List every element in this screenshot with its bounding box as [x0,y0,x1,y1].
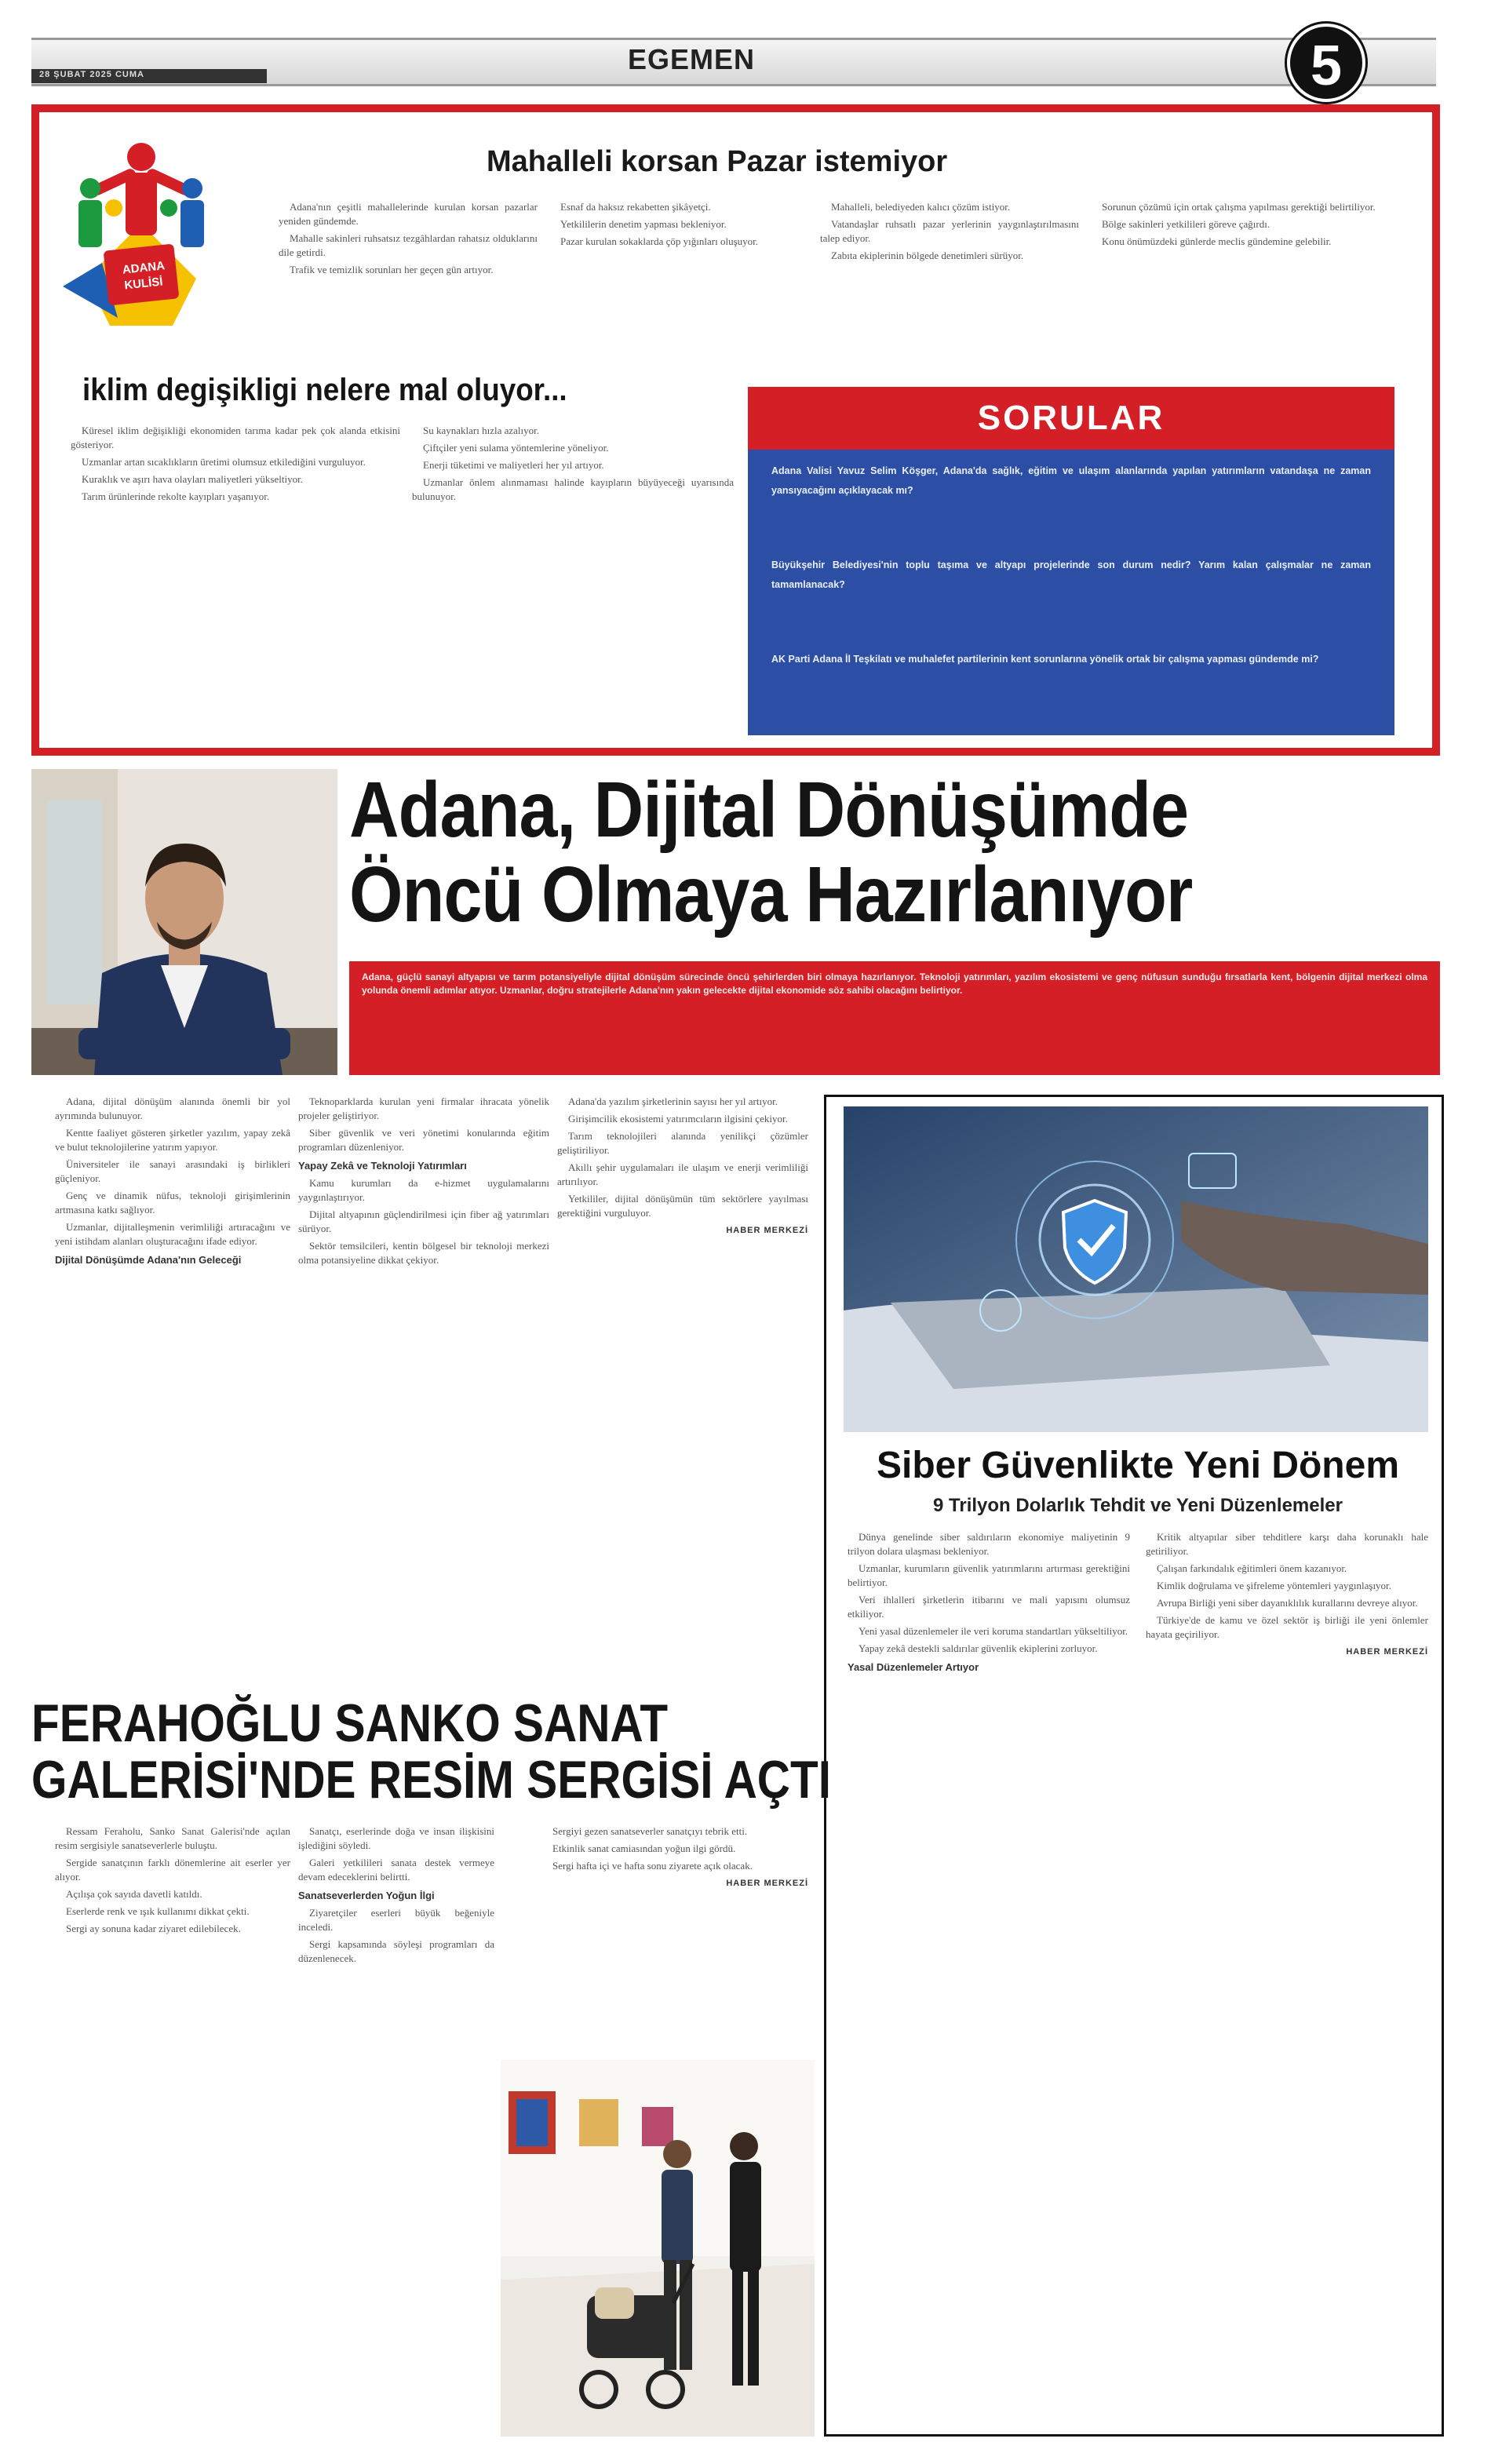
page-number: 5 [1287,24,1365,102]
logo-text-kulisi: KULİSİ [123,275,164,293]
gallery-col-3 [541,1824,808,1890]
paragraph: Türkiye'de de kamu ve özel sektör iş birliği ile yeni önlemler hayata geçiriliyor. [1146,1614,1428,1640]
shield-laptop-icon [844,1106,1428,1432]
main-subhead-1: Dijital Dönüşümde Adana'nın Geleceği [55,1254,242,1266]
siber-subtitle: 9 Trilyon Dolarlık Tehdit ve Yeni Düzenlemeler [933,1495,1343,1516]
paragraph: Yapay zekâ destekli saldırılar güvenlik ekiplerini zorluyor. [859,1642,1098,1654]
logo-text-adana: ADANA [122,259,166,277]
paragraph: Üniversiteler ile sanayi arasındaki iş birlikleri güçleniyor. [55,1158,290,1184]
sorular-box [746,385,1397,738]
paragraph: Ressam Feraholu, Sanko Sanat Galerisi'nde açılan resim sergisiyle sanatseverlerle buluştu. [55,1825,290,1851]
paragraph: Dijital altyapının güçlendirilmesi için fiber ağ yatırımları sürüyor. [298,1208,549,1234]
paragraph: Sorunun çözümü için ortak çalışma yapılması gerektiği belirtiliyor. [1102,201,1376,213]
iklim-col-2 [412,424,734,507]
main-signature: HABER MERKEZİ [726,1226,808,1235]
paragraph: Çalışan farkındalık eğitimleri önem kazanıyor. [1157,1562,1347,1574]
paragraph: Esnaf da haksız rekabetten şikâyetçi. [560,201,711,213]
paragraph: Akıllı şehir uygulamaları ile ulaşım ve enerji verimliliği artırılıyor. [557,1161,808,1187]
main-subhead-2: Yapay Zekâ ve Teknoloji Yatırımları [298,1160,467,1172]
paragraph: Sektör temsilcileri, kentin bölgesel bir teknoloji merkezi olma potansiyeline dikkat çekiyor. [298,1240,549,1266]
mahalleli-col-2 [549,200,808,252]
gallery-col-1 [55,1824,290,1939]
main-headline[interactable] [349,767,1309,937]
main-headline-line-2: Öncü Olmaya Hazırlanıyor [349,851,1193,939]
main-col-3 [557,1095,808,1237]
siber-signature: HABER MERKEZİ [1346,1647,1428,1657]
siber-headline[interactable]: Siber Güvenlikte Yeni Dönem [877,1445,1399,1486]
portrait-photo [31,769,337,1075]
gallery-headline[interactable] [31,1693,832,1810]
paragraph: Uzmanlar artan sıcaklıkların üretimi olumsuz etkilediğini vurguluyor. [82,456,366,468]
paragraph: Adana, dijital dönüşüm alanında önemli bir yol ayrımında bulunuyor. [55,1095,290,1121]
mahalleli-col-1 [279,200,538,280]
paragraph: Etkinlik sanat camiasından yoğun ilgi gördü. [552,1843,736,1854]
paragraph: Sergide sanatçının farklı dönemlerine ait eserler yer alıyor. [55,1857,290,1883]
paragraph: Uzmanlar, kurumların güvenlik yatırımlarını artırması gerektiğini belirtiyor. [848,1562,1130,1588]
gallery-subhead: Sanatseverlerden Yoğun İlgi [298,1890,435,1901]
paragraph: Zabıta ekiplerinin bölgede denetimleri sürüyor. [831,250,1024,261]
siber-subhead: Yasal Düzenlemeler Artıyor [848,1661,979,1673]
paragraph: Uzmanlar önlem alınmaması halinde kayıpların büyüyeceği uyarısında bulunuyor. [412,476,734,502]
paragraph: Sergi hafta içi ve hafta sonu ziyarete açık olacak. [552,1860,753,1872]
paragraph: Bölge sakinleri yetkilileri göreve çağırdı. [1102,218,1270,230]
siber-col-2 [1146,1530,1428,1659]
paragraph: Sergi kapsamında söyleşi programları da düzenlenecek. [298,1938,494,1964]
paragraph: Mahalleli, belediyeden kalıcı çözüm istiyor. [831,201,1011,213]
main-col-2 [298,1095,549,1270]
mahalleli-col-4 [1091,200,1389,252]
question-2: Büyükşehir Belediyesi'nin toplu taşıma ve altyapı projelerinde son durum nedir? Yarım kalan çalışmalar ne zaman tamamlanacak? [771,560,1371,590]
paragraph: Veri ihlalleri şirketlerin itibarını ve mali yapısını olumsuz etkiliyor. [848,1594,1130,1620]
paragraph: Trafik ve temizlik sorunları her geçen gün artıyor. [290,264,494,275]
main-col-1 [55,1095,290,1270]
paragraph: Kentte faaliyet gösteren şirketler yazılım, yapay zekâ ve bulut teknolojilerine yatırım yapıyor. [55,1127,290,1153]
paragraph: Mahalle sakinleri ruhsatsız tezgâhlardan rahatsız olduklarını dile getirdi. [279,232,538,258]
sorular-title: SORULAR [748,387,1394,450]
mahalleli-col-3 [820,200,1079,266]
main-spot: Adana, güçlü sanayi altyapısı ve tarım potansiyeliyle dijital dönüşüm sürecinde öncü şehirlerden biri olmaya hazırlanıyor. Teknoloji yatırımları, yazılım ekosistemi ve genç nüfusun sunduğu fırsatlarla kent, bölgenin dijital merkezi olma yolunda önemli adımlar atıyor. Uzmanlar, doğru stratejilerle Adana'nın yakın gelecekte dijital ekonomide söz sahibi olacağını belirtiyor. [349,961,1440,1075]
exhibition-visitors-image [501,2060,815,2437]
paragraph: Küresel iklim değişikliği ekonomiden tarıma kadar pek çok alanda etkisini gösteriyor. [71,425,400,450]
paragraph: Tarım teknolojileri alanında yenilikçi çözümler geliştiriliyor. [557,1130,808,1156]
paragraph: Pazar kurulan sokaklarda çöp yığınları oluşuyor. [560,235,758,247]
paragraph: Kritik altyapılar siber tehditlere karşı daha korunaklı hale getiriliyor. [1146,1531,1428,1557]
paragraph: Ziyaretçiler eserleri büyük beğeniyle inceledi. [298,1907,494,1933]
question-1: Adana Valisi Yavuz Selim Köşger, Adana'da sağlık, eğitim ve ulaşım alanlarında yapılan yatırımların vatandaşa ne zaman yansıyacağını açıklayacak mı? [771,465,1371,496]
paragraph: Su kaynakları hızla azalıyor. [423,425,540,436]
paragraph: Adana'nın çeşitli mahallelerinde kurulan korsan pazarlar yeniden gündemde. [279,201,538,227]
paragraph: Girişimcilik ekosistemi yatırımcıların ilgisini çekiyor. [568,1113,788,1124]
gallery-headline-line-2: GALERİSİ'NDE RESİM SERGİSİ AÇTI [31,1750,832,1810]
gallery-col-2 [298,1824,494,1969]
iklim-headline[interactable]: iklim degişikligi nelere mal oluyor... [82,373,567,407]
paragraph: Enerji tüketimi ve maliyetleri her yıl artıyor. [423,459,604,471]
paragraph: Yeni yasal düzenlemeler ile veri koruma standartları yükseltiliyor. [859,1625,1128,1637]
paragraph: Avrupa Birliği yeni siber dayanıklılık kurallarını devreye alıyor. [1157,1597,1418,1609]
paragraph: Sanatçı, eserlerinde doğa ve insan ilişkisini işlediğini söyledi. [298,1825,494,1851]
paragraph: Kuraklık ve aşırı hava olayları maliyetleri yükseltiyor. [82,473,303,485]
iklim-col-1 [71,424,400,507]
paragraph: Sergi ay sonuna kadar ziyaret edilebilecek. [66,1923,241,1934]
gallery-visitors-photo [501,2060,815,2437]
paragraph: Açılışa çok sayıda davetli katıldı. [66,1888,202,1900]
paragraph: Tarım ürünlerinde rekolte kayıpları yaşanıyor. [82,490,270,502]
paragraph: Yetkililer, dijital dönüşümün tüm sektörlere yayılması gerektiğini vurguluyor. [557,1193,808,1219]
gallery-signature: HABER MERKEZİ [726,1879,808,1888]
newspaper-logo[interactable]: EGEMEN [628,43,756,75]
paragraph: Dünya genelinde siber saldırıların ekonomiye maliyetinin 9 trilyon dolara ulaşması bekleniyor. [848,1531,1130,1557]
paragraph: Genç ve dinamik nüfus, teknoloji girişimlerinin artmasına katkı sağlıyor. [55,1190,290,1216]
adana-kulisi-logo [55,129,228,334]
paragraph: Uzmanlar, dijitalleşmenin verimliliği artıracağını ve yeni istihdam alanları oluşturacağını ifade ediyor. [55,1221,290,1247]
person-portrait-image [31,769,337,1075]
main-headline-line-1: Adana, Dijital Dönüşümde [349,766,1189,854]
date-text: 28 ŞUBAT 2025 CUMA [39,70,144,79]
paragraph: Teknoparklarda kurulan yeni firmalar ihracata yönelik projeler geliştiriyor. [298,1095,549,1121]
paragraph: Galeri yetkilileri sanata destek vermeye devam edeceklerini belirtti. [298,1857,494,1883]
paragraph: Eserlerde renk ve ışık kullanımı dikkat çekti. [66,1905,250,1917]
paragraph: Vatandaşlar ruhsatlı pazar yerlerinin yaygınlaştırılmasını talep ediyor. [820,218,1079,244]
mahalleli-headline[interactable]: Mahalleli korsan Pazar istemiyor [487,145,948,178]
paragraph: Adana'da yazılım şirketlerinin sayısı her yıl artıyor. [568,1095,778,1107]
paragraph: Çiftçiler yeni sulama yöntemlerine yöneliyor. [423,442,609,454]
question-3: AK Parti Adana İl Teşkilatı ve muhalefet partilerinin kent sorunlarına yönelik ortak bir çalışma yapması gündemde mi? [771,654,1319,665]
siber-col-1 [848,1530,1130,1678]
paragraph: Yetkililerin denetim yapması bekleniyor. [560,218,727,230]
paragraph: Kamu kurumları da e-hizmet uygulamalarını yaygınlaştırıyor. [298,1177,549,1203]
gallery-headline-line-1: FERAHOĞLU SANKO SANAT [31,1693,669,1753]
paragraph: Siber güvenlik ve veri yönetimi konularında eğitim programları düzenleniyor. [298,1127,549,1153]
paragraph: Sergiyi gezen sanatseverler sanatçıyı tebrik etti. [552,1825,748,1837]
paragraph: Kimlik doğrulama ve şifreleme yöntemleri yaygınlaşıyor. [1157,1580,1391,1591]
paragraph: Konu önümüzdeki günlerde meclis gündemine gelebilir. [1102,235,1332,247]
people-figures-icon [55,129,228,334]
cyber-security-photo [844,1106,1428,1432]
